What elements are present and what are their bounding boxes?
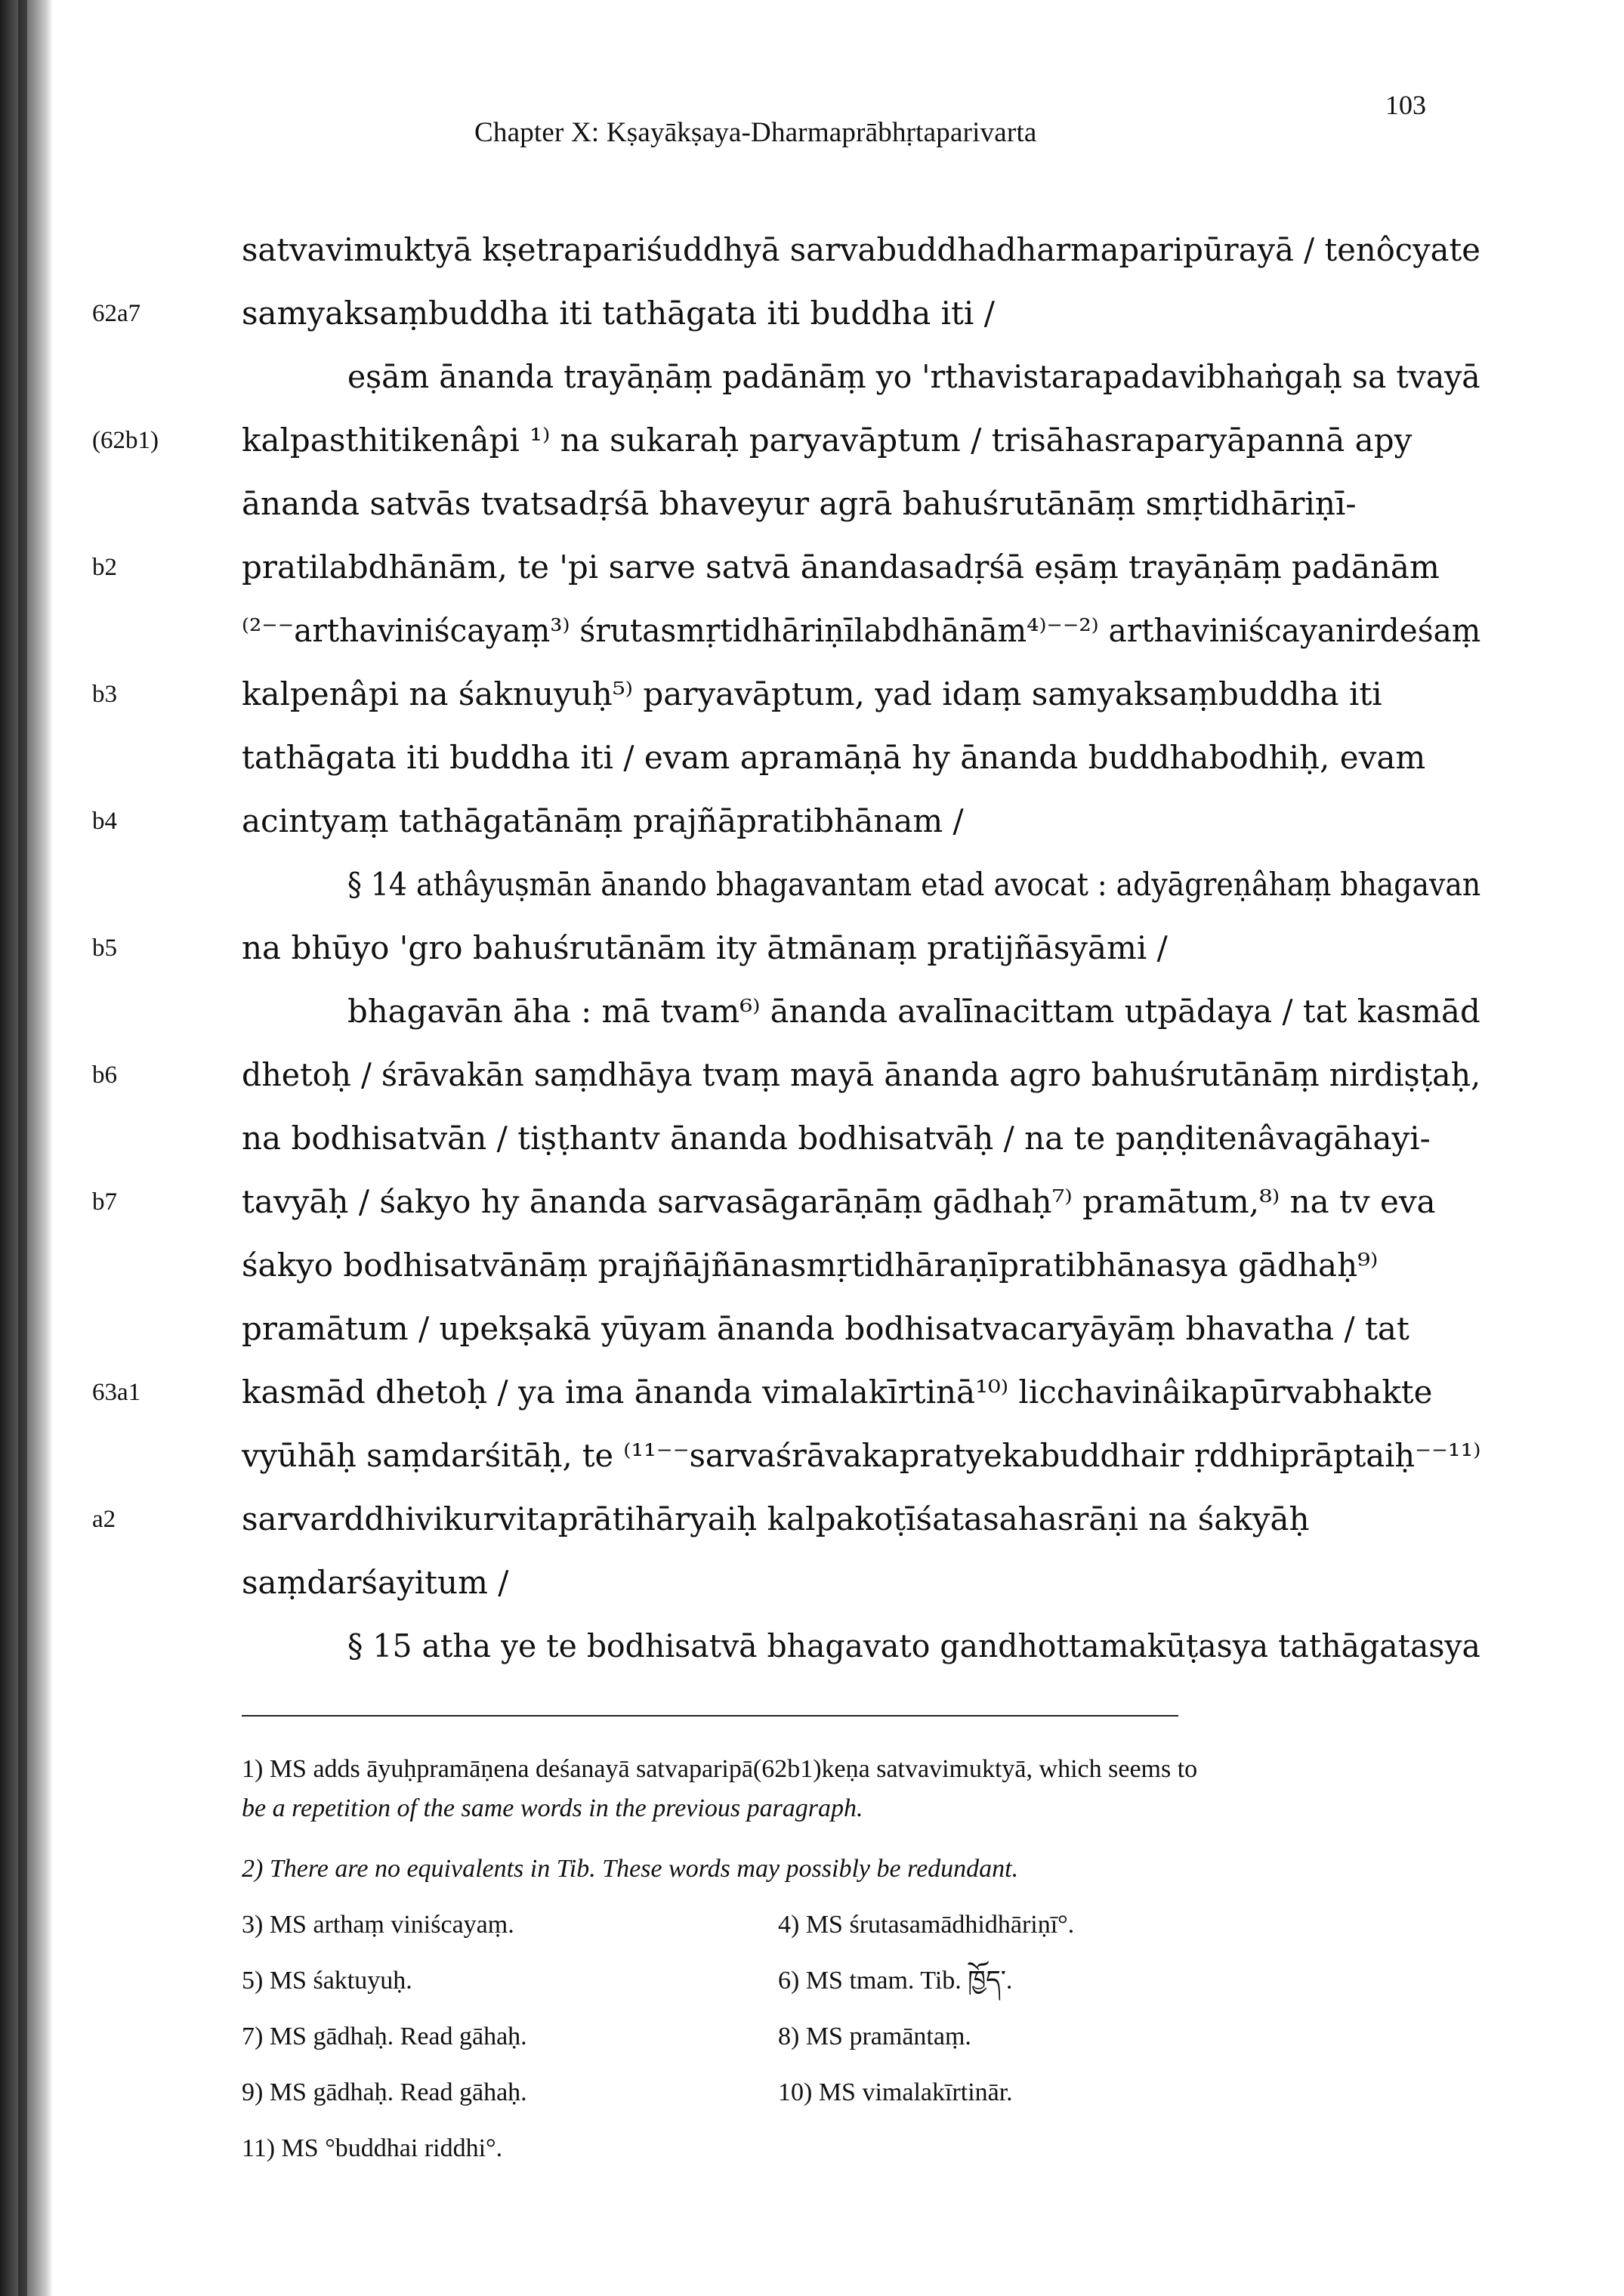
footnote-9: 9) MS gādhaḥ. Read gāhaḥ.	[242, 2078, 527, 2106]
footnote-7: 7) MS gādhaḥ. Read gāhaḥ.	[242, 2023, 527, 2050]
footnote-6: 6) MS tmam. Tib. ཁྱོད་.	[778, 1967, 1013, 1995]
footnote-2: 2) There are no equivalents in Tib. These words may possibly be redundant.	[242, 1855, 1019, 1883]
text-line	[347, 1615, 1480, 1678]
footnote-4: 4) MS śrutasamādhidhāriṇī°.	[778, 1911, 1075, 1939]
margin-ref: a2	[92, 1506, 116, 1533]
text-line	[242, 1361, 1480, 1424]
line-text: tavyāḥ / śakyo hy ānanda sarvasāgarāṇāṃ gādhaḥ⁷⁾ pramātum,⁸⁾ na tv eva	[242, 1183, 1436, 1220]
text-line	[242, 790, 1480, 853]
text-line	[242, 1043, 1480, 1107]
margin-ref: b6	[92, 1061, 117, 1089]
line-text: kalpenâpi na śaknuyuḥ⁵⁾ paryavāptum, yad idaṃ samyaksaṃbuddha iti	[242, 675, 1382, 712]
text-line	[242, 1488, 1480, 1551]
line-text: kasmād dhetoḥ / ya ima ānanda vimalakīrtinā¹⁰⁾ licchavinâikapūrvabhakte	[242, 1374, 1433, 1411]
line-text: ⁽²⁻⁻arthaviniścayaṃ³⁾ śrutasmṛtidhāriṇīlabdhānām⁴⁾⁻⁻²⁾ arthaviniścayanirdeśaṃ	[242, 612, 1481, 649]
text-line	[347, 980, 1480, 1043]
text-line	[242, 472, 1480, 536]
line-text: acintyaṃ tathāgatānāṃ prajñāpratibhānam /	[242, 802, 964, 839]
text-line	[242, 409, 1480, 472]
text-line	[242, 218, 1480, 282]
line-text: śakyo bodhisatvānāṃ prajñājñānasmṛtidhāraṇīpratibhānasya gādhaḥ⁹⁾	[242, 1247, 1379, 1284]
footnote-10: 10) MS vimalakīrtinār.	[778, 2078, 1013, 2106]
margin-ref: b7	[92, 1188, 117, 1216]
line-text: § 15 atha ye te bodhisatvā bhagavato gandhottamakūṭasya tathāgatasya	[347, 1627, 1480, 1664]
line-text: na bhūyo 'gro bahuśrutānām ity ātmānaṃ pratijñāsyāmi /	[242, 929, 1168, 966]
margin-ref: 63a1	[92, 1379, 141, 1406]
footnote-8: 8) MS pramāntaṃ.	[778, 2023, 971, 2050]
margin-ref: b4	[92, 808, 117, 835]
page-number: 103	[1385, 90, 1426, 120]
margin-ref: 62a7	[92, 300, 141, 327]
text-line	[242, 663, 1480, 726]
text-line	[242, 916, 1480, 980]
text-line	[242, 282, 1480, 345]
margin-ref: b3	[92, 681, 117, 708]
text-line	[242, 1551, 1480, 1615]
line-text: tathāgata iti buddha iti / evam apramāṇā hy ānanda buddhabodhiḥ, evam	[242, 739, 1426, 776]
margin-ref: b2	[92, 554, 117, 581]
line-text: § 14 athâyuṣmān ānando bhagavantam etad avocat : adyāgreṇâhaṃ bhagavan	[347, 866, 1481, 903]
margin-ref: b5	[92, 935, 117, 962]
text-line	[242, 1424, 1480, 1488]
running-title: Chapter X: Kṣayākṣaya-Dharmaprābhṛtaparivarta	[474, 117, 1037, 148]
line-text: pratilabdhānām, te 'pi sarve satvā ānandasadṛśā eṣāṃ trayāṇāṃ padānām	[242, 549, 1440, 586]
line-text: satvavimuktyā kṣetrapariśuddhyā sarvabuddhadharmaparipūrayā / tenôcyate	[242, 231, 1480, 268]
text-line	[242, 1297, 1480, 1361]
footnote-1-cont: be a repetition of the same words in the previous paragraph.	[242, 1794, 863, 1822]
text-line	[347, 853, 1480, 916]
text-line	[242, 599, 1480, 663]
footnote-1: 1) MS adds āyuḥpramāṇena deśanayā satvaparipā(62b1)keṇa satvavimuktyā, which seems to	[242, 1755, 1198, 1783]
text-line	[347, 345, 1480, 409]
line-text: kalpasthitikenâpi ¹⁾ na sukaraḥ paryavāptum / trisāhasraparyāpannā apy	[242, 422, 1413, 459]
line-text: dhetoḥ / śrāvakān saṃdhāya tvaṃ mayā ānanda agro bahuśrutānāṃ nirdiṣṭaḥ,	[242, 1056, 1481, 1093]
line-text: sarvarddhivikurvitaprātihāryaiḥ kalpakoṭīśatasahasrāṇi na śakyāḥ	[242, 1500, 1310, 1537]
margin-ref: (62b1)	[92, 427, 159, 454]
text-line	[242, 1107, 1480, 1170]
line-text: ānanda satvās tvatsadṛśā bhaveyur agrā bahuśrutānāṃ smṛtidhāriṇī-	[242, 485, 1357, 522]
line-text: eṣām ānanda trayāṇāṃ padānāṃ yo 'rthavistarapadavibhaṅgaḥ sa tvayā	[347, 358, 1480, 395]
text-line	[242, 1170, 1480, 1234]
line-text: vyūhāḥ saṃdarśitāḥ, te ⁽¹¹⁻⁻sarvaśrāvakapratyekabuddhair ṛddhiprāptaiḥ⁻⁻¹¹⁾	[242, 1437, 1481, 1474]
text-line	[242, 536, 1480, 599]
line-text: samyaksaṃbuddha iti tathāgata iti buddha iti /	[242, 295, 995, 332]
line-text: na bodhisatvān / tiṣṭhantv ānanda bodhisatvāḥ / na te paṇḍitenâvagāhayi-	[242, 1120, 1431, 1157]
footnote-3: 3) MS arthaṃ viniścayaṃ.	[242, 1911, 514, 1939]
footnote-5: 5) MS śaktuyuḥ.	[242, 1967, 412, 1995]
line-text: saṃdarśayitum /	[242, 1564, 509, 1601]
text-line	[242, 726, 1480, 790]
text-line	[242, 1234, 1480, 1297]
footnote-11: 11) MS °buddhai riddhi°.	[242, 2134, 503, 2162]
footnote-rule	[242, 1715, 1178, 1717]
line-text: pramātum / upekṣakā yūyam ānanda bodhisatvacaryāyāṃ bhavatha / tat	[242, 1310, 1409, 1347]
line-text: bhagavān āha : mā tvam⁶⁾ ānanda avalīnacittam utpādaya / tat kasmād	[347, 993, 1480, 1030]
